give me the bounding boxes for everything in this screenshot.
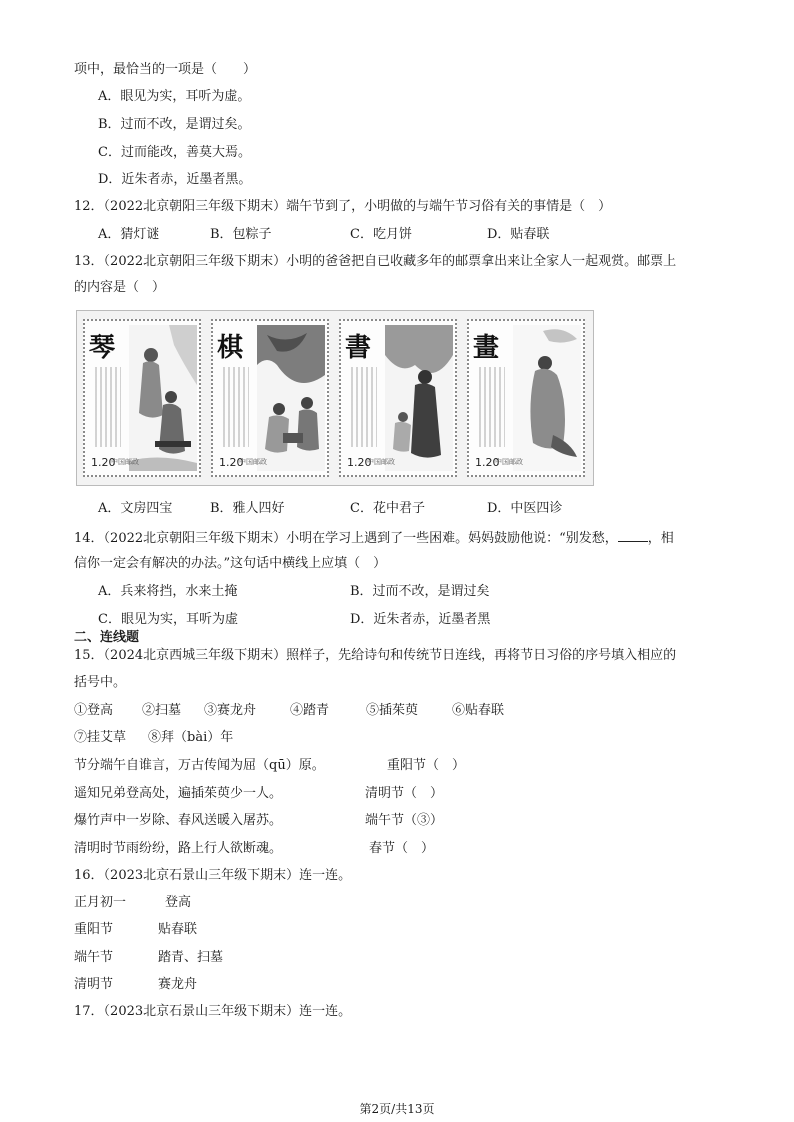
q16-stem: 16．（2023北京石景山三年级下期末）连一连。 [74, 868, 352, 883]
match-right-item[interactable]: 登高 [165, 895, 192, 910]
stamp-shu [339, 319, 457, 477]
stamp-qin [83, 319, 201, 477]
q13-stem-line1: 13．（2022北京朝阳三年级下期末）小明的爸爸把自已收藏多年的邮票拿出来让全家人一起观赏。邮票上 [74, 254, 677, 269]
custom-item: ③赛龙舟 [204, 703, 257, 718]
custom-item: ⑤插茱萸 [366, 703, 419, 718]
stamp-price: 1.20 [475, 456, 500, 469]
stamp-char: 畫 [473, 333, 500, 363]
answer-blank [618, 529, 648, 542]
custom-item: ⑥贴春联 [452, 703, 505, 718]
match-left-item[interactable]: 重阳节 [74, 922, 114, 937]
stamp-country: 中国邮政 [239, 458, 267, 466]
stamp-country: 中国邮政 [367, 458, 395, 466]
q14-stem-part2: ，相 [647, 531, 674, 546]
festival-answer-slot[interactable]: 清明节（ ） [365, 786, 444, 801]
match-left-item[interactable]: 正月初一 [74, 895, 127, 910]
q12-stem: 12．（2022北京朝阳三年级下期末）端午节到了，小明做的与端午节习俗有关的事情是（ ） [74, 199, 612, 214]
stamp-caption-text [223, 367, 249, 447]
q15-stem-line2: 括号中。 [74, 675, 127, 690]
festival-answer-slot[interactable]: 端午节（③） [365, 813, 444, 828]
q11-stem-tail: 项中，最恰当的一项是（ ） [74, 62, 257, 77]
stamp-price: 1.20 [347, 456, 372, 469]
q13-option-a: A．文房四宝 [98, 501, 173, 516]
section-heading: 二、连线题 [74, 630, 140, 645]
stamp-caption-text [479, 367, 505, 447]
scholar-playing-qin-illustration [129, 325, 197, 471]
festival-answer-slot[interactable]: 春节（ ） [369, 841, 435, 856]
stamp-country: 中国邮政 [495, 458, 523, 466]
custom-item: ①登高 [74, 703, 114, 718]
stamp-char: 棋 [217, 333, 244, 363]
match-left-item[interactable]: 清明节 [74, 977, 114, 992]
poem-line: 清明时节雨纷纷，路上行人欲断魂。 [74, 841, 283, 856]
q14-option-b: B．过而不改，是谓过矣 [350, 584, 490, 599]
q14-stem-part1: 14．（2022北京朝阳三年级下期末）小明在学习上遇到了一些困难。妈妈鼓励他说：“别发愁， [74, 531, 618, 546]
q13-stem-line2: 的内容是（ ） [74, 280, 166, 295]
q12-option-b: B．包粽子 [210, 227, 272, 242]
q11-option-c: C．过而能改，善莫大焉。 [98, 145, 251, 160]
custom-item: ④踏青 [290, 703, 330, 718]
poem-line: 节分端午自谁言，万古传闻为屈（qū）原。 [74, 758, 325, 773]
q14-stem-line2: 信你一定会有解决的办法。”这句话中横线上应填（ ） [74, 556, 387, 571]
q11-option-b: B．过而不改，是谓过矣。 [98, 117, 251, 132]
scholar-painting-illustration [513, 325, 581, 471]
poem-line: 遥知兄弟登高处，遍插茱萸少一人。 [74, 786, 283, 801]
q15-stem-line1: 15．（2024北京西城三年级下期末）照样子，先给诗句和传统节日连线，再将节日习俗的序号填入相应的 [74, 648, 677, 663]
q14-stem-line1 [74, 529, 674, 547]
stamp-hua [467, 319, 585, 477]
custom-item: ⑦挂艾草 [74, 730, 127, 745]
q11-option-d: D．近朱者赤，近墨者黑。 [98, 172, 252, 187]
stamp-qi [211, 319, 329, 477]
stamp-char: 書 [345, 333, 372, 363]
q17-stem: 17．（2023北京石景山三年级下期末）连一连。 [74, 1004, 352, 1019]
q14-option-c: C．眼见为实，耳听为虚 [98, 612, 238, 627]
q12-option-a: A．猜灯谜 [98, 227, 160, 242]
match-right-item[interactable]: 贴春联 [158, 922, 198, 937]
stamp-price: 1.20 [91, 456, 116, 469]
stamp-price: 1.20 [219, 456, 244, 469]
q14-option-d: D．近朱者赤，近墨者黑 [350, 612, 491, 627]
q11-option-a: A．眼见为实，耳听为虚。 [98, 89, 251, 104]
stamp-caption-text [95, 367, 121, 447]
stamp-sheet-image [76, 310, 594, 486]
q13-option-b: B．雅人四好 [210, 501, 285, 516]
q14-option-a: A．兵来将挡，水来土掩 [98, 584, 238, 599]
custom-item: ⑧拜（bài）年 [148, 730, 234, 745]
stamp-country: 中国邮政 [111, 458, 139, 466]
q12-option-c: C．吃月饼 [350, 227, 412, 242]
q13-option-c: C．花中君子 [350, 501, 425, 516]
stamp-char: 琴 [89, 333, 116, 363]
match-right-item[interactable]: 踏青、扫墓 [158, 950, 224, 965]
scholar-with-book-illustration [385, 325, 453, 471]
festival-answer-slot[interactable]: 重阳节（ ） [387, 758, 466, 773]
stamp-caption-text [351, 367, 377, 447]
scholars-playing-chess-illustration [257, 325, 325, 471]
match-right-item[interactable]: 赛龙舟 [158, 977, 198, 992]
poem-line: 爆竹声中一岁除、春风送暖入屠苏。 [74, 813, 283, 828]
q13-option-d: D．中医四诊 [487, 501, 563, 516]
custom-item: ②扫墓 [142, 703, 182, 718]
q12-option-d: D．贴春联 [487, 227, 550, 242]
page-footer: 第2页/共13页 [359, 1102, 435, 1116]
match-left-item[interactable]: 端午节 [74, 950, 114, 965]
